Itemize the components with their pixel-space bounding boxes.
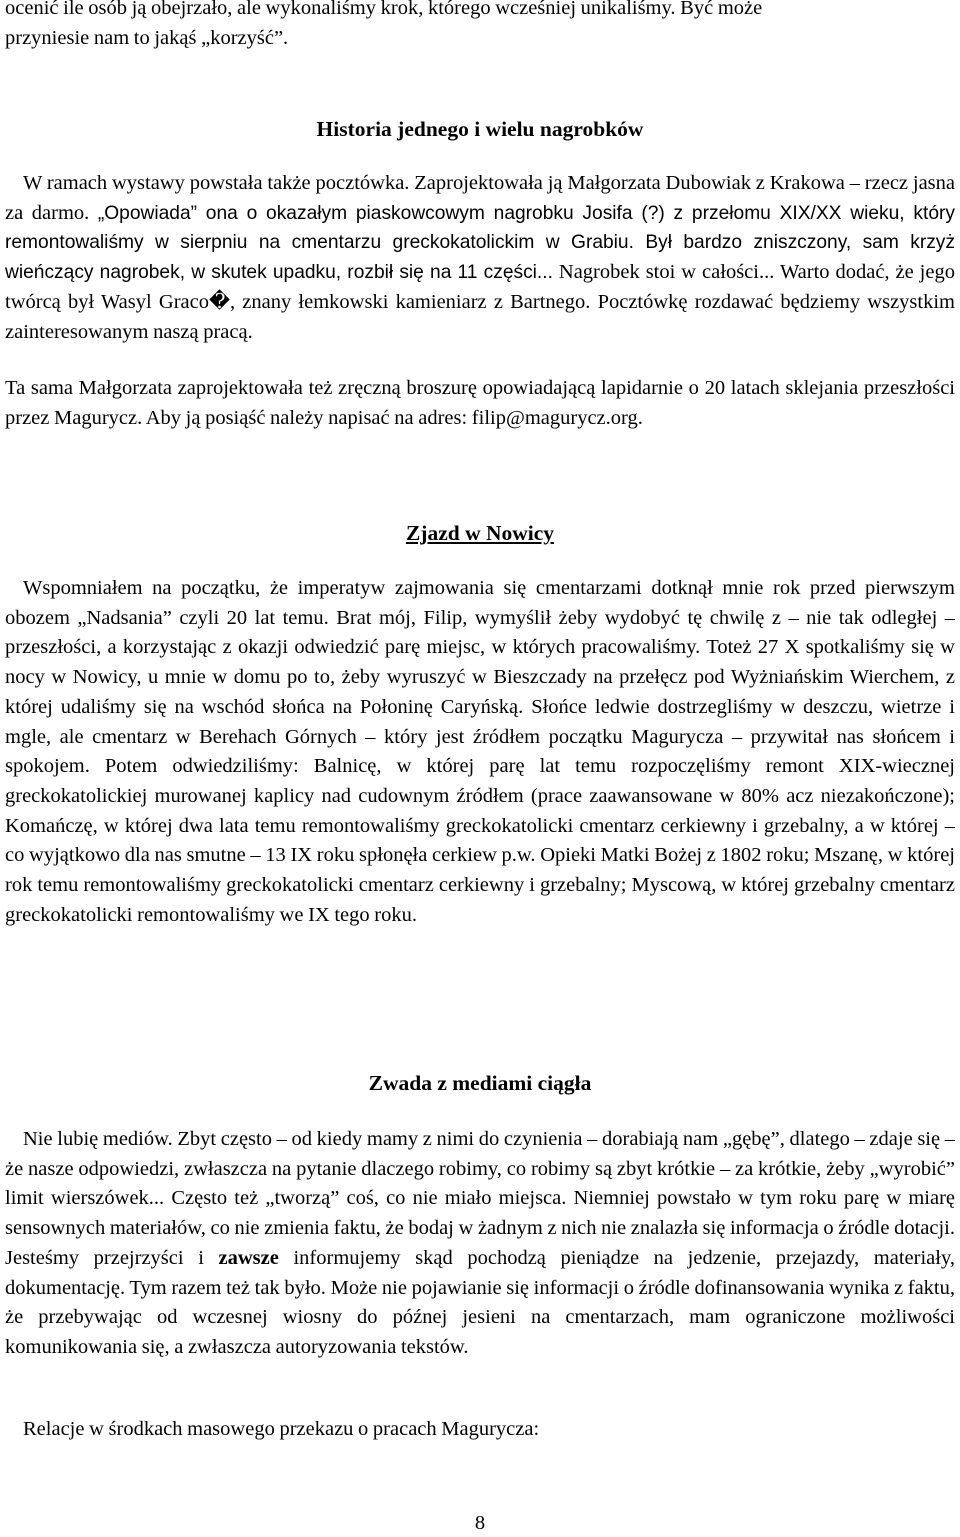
media-text-bold: zawsze: [218, 1246, 279, 1269]
media-paragraph-2: Relacje w środkach masowego przekazu o pracach Magurycza:: [23, 1418, 540, 1440]
history-text-serif-b: Nagrobek stoi w całości... Warto dodać, że jego twórcą był Wasyl Graco�, znany łemkowski kamieniarz z Bartnego. Pocztówkę rozdawać będziemy wszystkim zainteresowanym naszą pracą.: [5, 261, 955, 343]
media-text-b: informujemy skąd pochodzą pieniądze na jedzenie, przejazdy, materiały, dokumentację. Tym razem też tak było. Może nie pojawianie się informacji o źródle dofinansowania wynika z faktu, że przebywając od wczesnej wiosny do późnej jesieni na cmentarzach, mam ograniczone możliwości komunikowania się, a zwłaszcza autoryzowania tekstów.: [5, 1246, 955, 1358]
history-paragraph-1: [5, 169, 955, 347]
media-text-a: Nie lubię mediów. Zbyt często – od kiedy mamy z nimi do czynienia – dorabiają nam „gębę”, dlatego – zdaje się – że nasze odpowiedzi, zwłaszcza na pytanie dlaczego robimy, co robimy są zbyt krótkie – za krótkie, żeby „wyrobić” limit wierszówek... Często też „tworzą” coś, co nie miało miejsca. Niemniej powstało w tym roku parę w miarę sensownych materiałów, co nie zmienia faktu, że bodaj w żadnym z nich nie znalazła się informacja o źródle dotacji. Jesteśmy przejrzyści i: [5, 1128, 955, 1269]
intro-line-1: ocenić ile osób ją obejrzało, ale wykonaliśmy krok, którego wcześniej unikaliśmy. Być może: [5, 0, 763, 19]
history-paragraph-2: Ta sama Małgorzata zaprojektowała też zręczną broszurę opowiadającą lapidarnie o 20 latach sklejania przeszłości przez Magurycz. Aby ją posiąść należy napisać na adres: filip@magurycz.org.: [5, 377, 955, 429]
history-text-serif-a: W ramach wystawy powstała także pocztówka. Zaprojektowała ją Małgorzata Dubowiak z Krakowa – rzecz jasna za darmo.: [5, 172, 955, 224]
nowica-paragraph: Wspomniałem na początku, że imperatyw zajmowania się cmentarzami dotknął mnie rok przed pierwszym obozem „Nadsania” czyli 20 lat temu. Brat mój, Filip, wymyślił żeby wydobyć tę chwilę z – nie tak odległej – przeszłości, a korzystając z okazji odwiedzić parę miejsc, w których pracowaliśmy. Toteż 27 X spotkaliśmy się w nocy w Nowicy, u mnie w domu po to, żeby wyruszyć w Bieszczady na przełęcz pod Wyżniańskim Wierchem, z której udaliśmy się na wschód słońca na Połoninę Caryńską. Słońce ledwie dostrzegliśmy w deszczu, wietrze i mgle, ale cmentarz w Berehach Górnych – który jest źródłem początku Magurycza – przywitał nas słońcem i spokojem. Potem odwiedziliśmy: Balnicę, w której parę lat temu rozpoczęliśmy remont XIX-wiecznej greckokatolickiej murowanej kaplicy nad cudownym źródłem (prace zaawansowane w 80% acz niezakończone); Komańczę, w której dwa lata temu remontowaliśmy greckokatolicki cmentarz cerkiewny i grzebalny, a w której – co wyjątkowo dla nas smutne – 13 IX roku spłonęła cerkiew p.w. Opieki Matki Bożej z 1802 roku; Mszanę, w której rok temu remontowaliśmy greckokatolicki cmentarz cerkiewny i grzebalny; Myscową, w której grzebalny cmentarz greckokatolicki remontowaliśmy we IX tego roku.: [5, 577, 955, 926]
page-number: 8: [474, 1512, 486, 1534]
media-paragraph-1: [5, 1125, 955, 1363]
section-heading-nowica: Zjazd w Nowicy: [405, 521, 555, 545]
section-heading-history: Historia jednego i wielu nagrobków: [316, 117, 644, 141]
history-text-sans: „Opowiada” ona o okazałym piaskowcowym nagrobku Josifa (?) z przełomu XIX/XX wieku, który remontowaliśmy w sierpniu na cmentarzu greckokatolickim w Grabiu. Był bardzo zniszczony, sam krzyż wieńczący nagrobek, w skutek upadku, rozbił się na 11 części...: [5, 202, 955, 284]
intro-paragraph: [5, 0, 955, 53]
intro-line-2: przyniesie nam to jakąś „korzyść”.: [5, 26, 289, 49]
section-heading-media: Zwada z mediami ciągła: [368, 1071, 592, 1095]
